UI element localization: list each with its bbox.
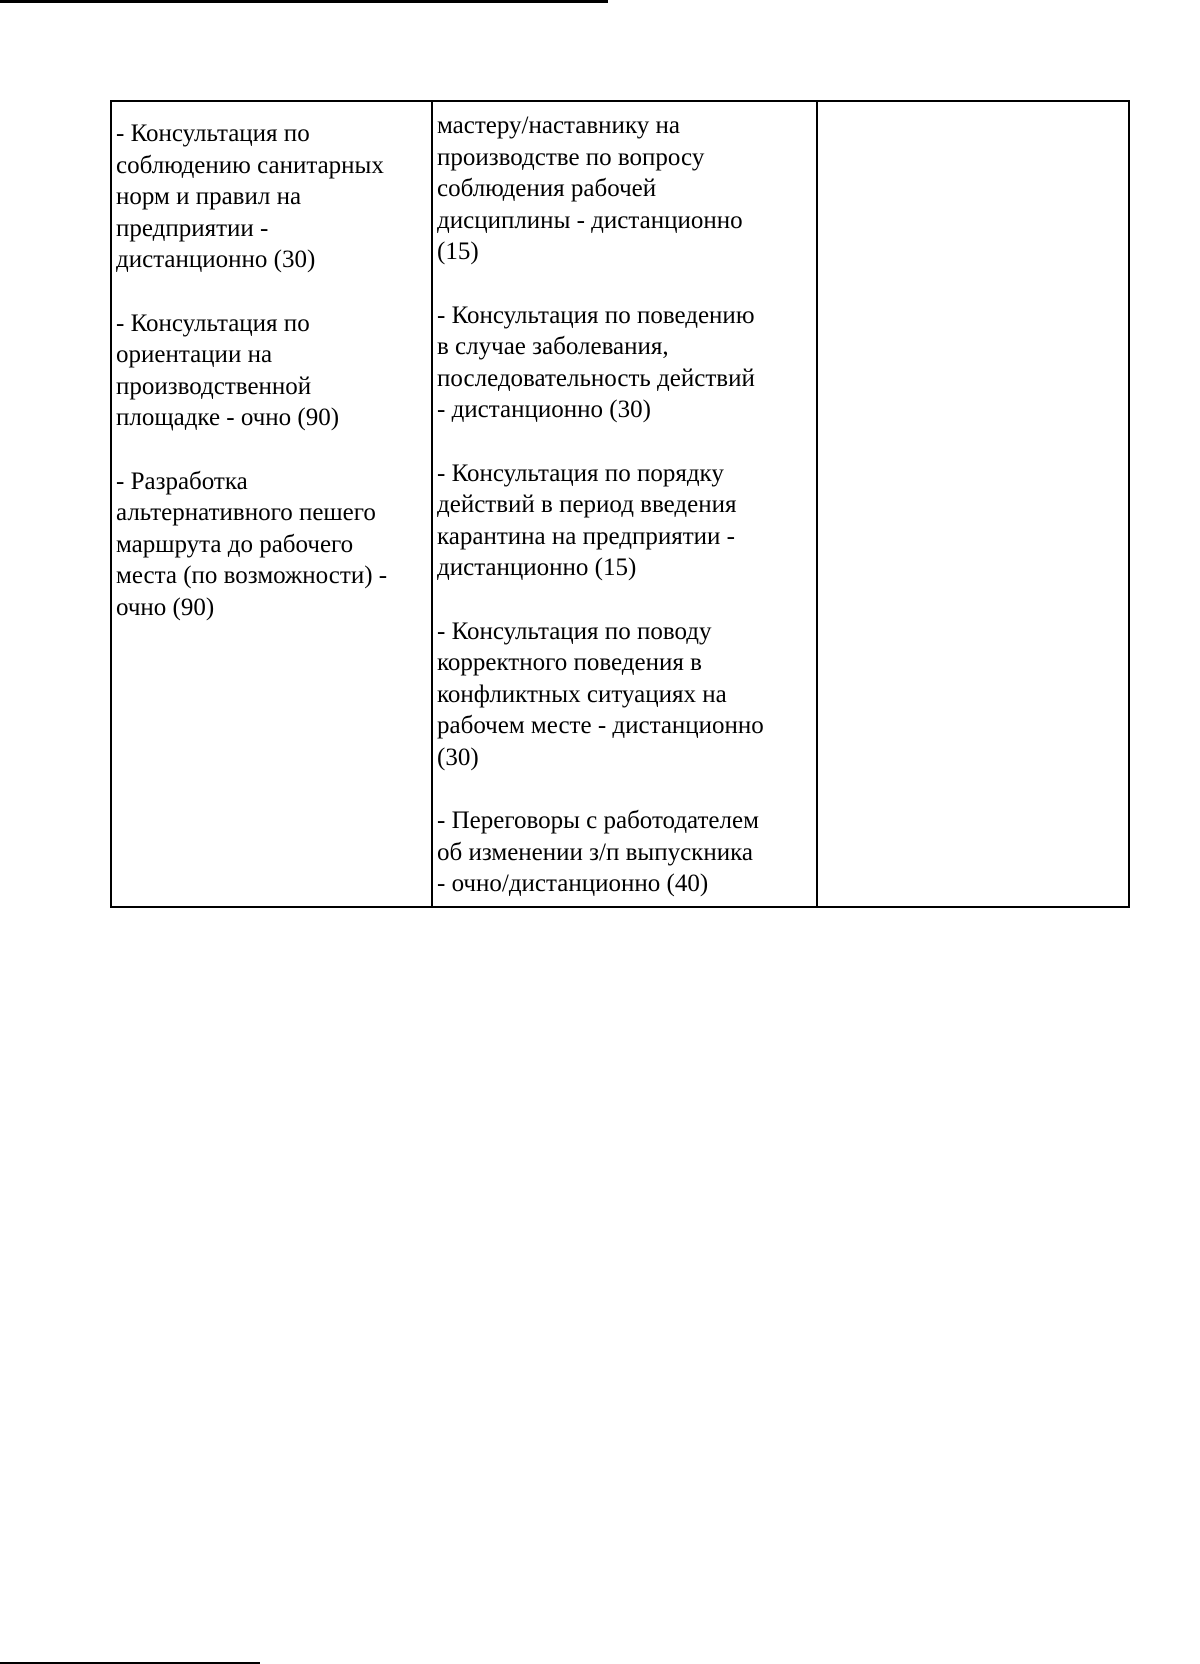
- list-item: мастеру/наставнику на производстве по вопросу соблюдения рабочей дисциплины - дистанционно (15): [437, 112, 743, 265]
- list-item: - Консультация по порядку действий в период введения карантина на предприятии - дистанционно (15): [437, 459, 737, 581]
- table-cell-col3-empty: [817, 101, 1129, 907]
- list-item: - Консультация по соблюдению санитарных норм и правил на предприятии - дистанционно (30): [116, 120, 384, 273]
- scan-edge-top: [0, 0, 608, 3]
- table-cell-col1: [111, 101, 432, 907]
- list-item: - Консультация по поведению в случае заболевания, последовательность действий - дистанционно (30): [437, 301, 755, 423]
- list-item: - Разработка альтернативного пешего маршрута до рабочего места (по возможности) - очно (90): [116, 467, 388, 621]
- list-item: - Консультация по ориентации на производственной площадке - очно (90): [116, 309, 340, 431]
- table-cell-col2: [432, 101, 817, 907]
- table-row: [111, 101, 1129, 907]
- measures-table: [110, 100, 1130, 908]
- list-item: - Переговоры с работодателем об изменении з/п выпускника - очно/дистанционно (40): [437, 807, 759, 897]
- list-item: - Консультация по поводу корректного поведения в конфликтных ситуациях на рабочем месте - дистанционно (30): [437, 617, 764, 771]
